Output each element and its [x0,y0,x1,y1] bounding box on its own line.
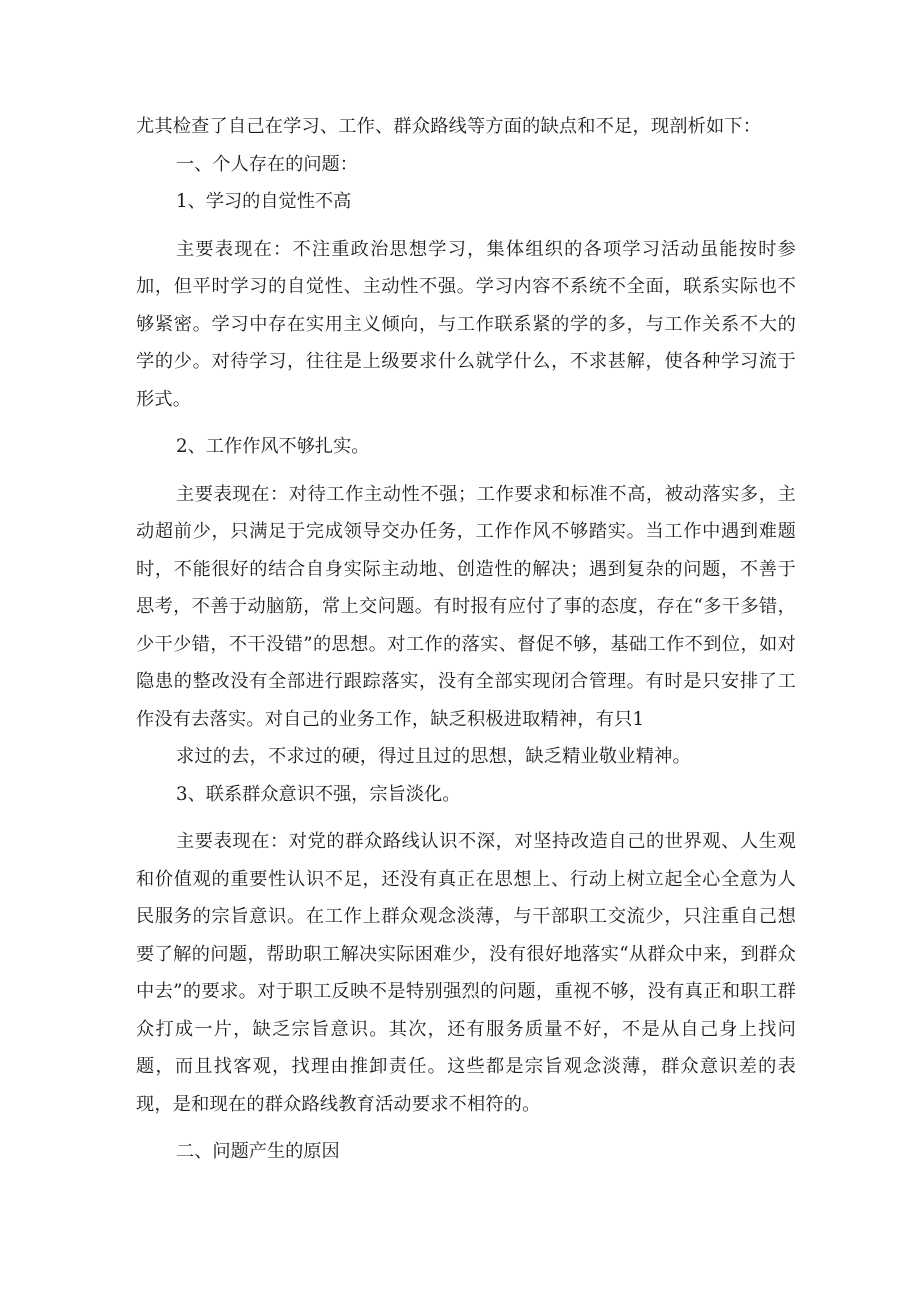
item-1-title: 1、学习的自觉性不高 [176,191,352,212]
item-2-title: 2、工作作风不够扎实。 [176,436,370,457]
item-1-body: 主要表现在：不注重政治思想学习，集体组织的各项学习活动虽能按时参加，但平时学习的自觉性、主动性不强。学习内容不系统不全面，联系实际也不够紧密。学习中存在实用主义倾向，与工作联系紧的学的多，与工作关系不大的学的少。对待学习，往往是上级要求什么就学什么，不求甚解，使各种学习流于形式。 [136,238,796,410]
section-2-title: 二、问题产生的原因 [176,1141,340,1162]
item-3-body: 主要表现在：对党的群众路线认识不深，对坚持改造自己的世界观、人生观和价值观的重要性认识不足，还没有真正在思想上、行动上树立起全心全意为人民服务的宗旨意识。在工作上群众观念淡薄，与干部职工交流少，只注重自己想要了解的问题，帮助职工解决实际困难少，没有很好地落实“从群众中来，到群众中去”的要求。对于职工反映不是特别强烈的问题，重视不够，没有真正和职工群众打成一片，缺乏宗旨意识。其次，还有服务质量不好，不是从自己身上找问题，而且找客观，找理由推卸责任。这些都是宗旨观念淡薄，群众意识差的表现，是和现在的群众路线教育活动要求不相符的。 [136,831,796,1115]
intro-paragraph: 尤其检查了自己在学习、工作、群众路线等方面的缺点和不足，现剖析如下： [136,116,762,137]
document-body [136,108,796,1171]
item-2-body: 主要表现在：对待工作主动性不强；工作要求和标准不高，被动落实多，主动超前少，只满足于完成领导交办任务，工作作风不够踏实。当工作中遇到难题时，不能很好的结合自身实际主动地、创造性的解决；遇到复杂的问题，不善于思考，不善于动脑筋，常上交问题。有时报有应付了事的态度，存在“多干多错，少干少错，不干没错”的思想。对工作的落实、督促不够，基础工作不到位，如对隐患的整改没有全部进行跟踪落实，没有全部实现闭合管理。有时是只安排了工作没有去落实。对自己的业务工作，缺乏积极进取精神，有只1 [136,483,796,730]
section-1-title: 一、个人存在的问题： [176,153,358,175]
item-3-title: 3、联系群众意识不强，宗旨淡化。 [176,783,461,805]
item-2-continued: 求过的去，不求过的硬，得过且过的思想，缺乏精业敬业精神。 [176,746,691,767]
